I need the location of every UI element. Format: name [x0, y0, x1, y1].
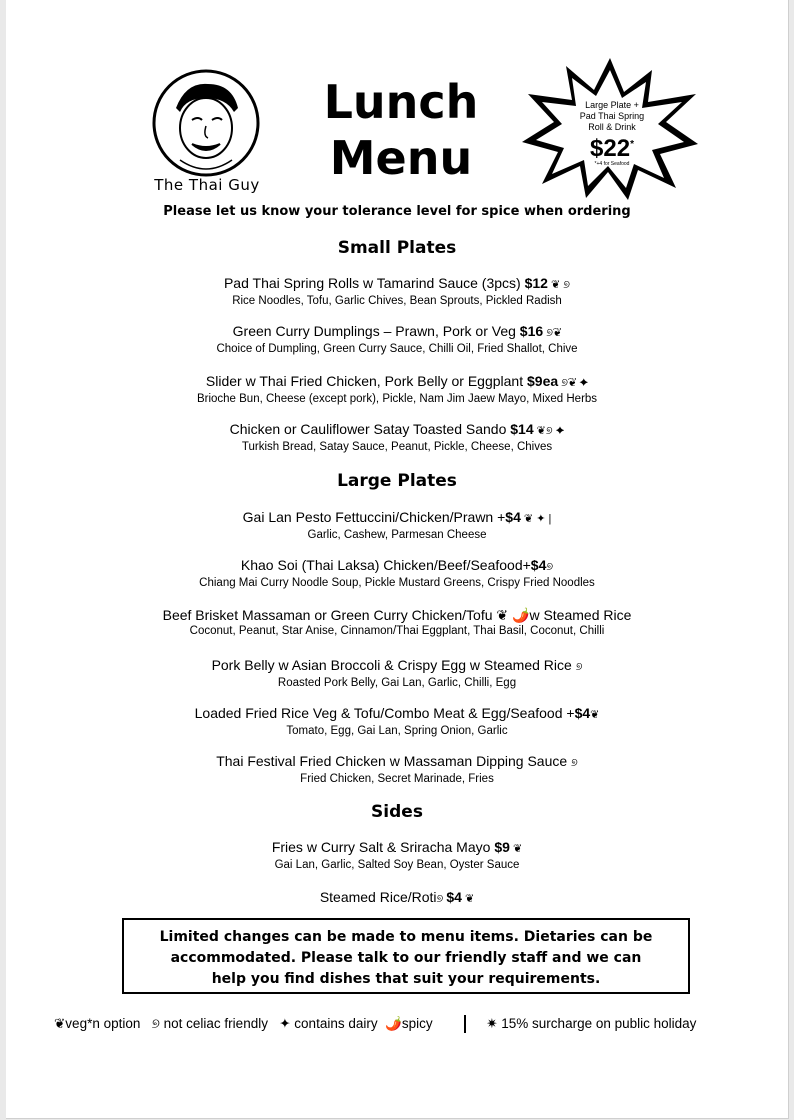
menu-item-price: $14 — [510, 421, 534, 437]
menu-item-name-row — [6, 752, 788, 772]
menu-item-symbols: ୭ — [575, 661, 583, 673]
menu-item-price: $4 — [446, 889, 462, 905]
menu-item — [6, 372, 788, 407]
promo-price — [566, 133, 658, 161]
menu-item-symbols: ୭❦ ✦ — [558, 377, 589, 389]
menu-item-description: Tomato, Egg, Gai Lan, Spring Onion, Garlic — [286, 725, 508, 737]
legend-spicy: 🌶️spicy — [385, 1016, 433, 1031]
menu-item-description: Turkish Bread, Satay Sauce, Peanut, Pickle, Cheese, Chives — [241, 441, 553, 453]
title-line-2: Menu — [329, 131, 473, 185]
legend-surcharge: ✷ 15% surcharge on public holiday — [486, 1016, 697, 1031]
page-title — [306, 74, 496, 186]
menu-item — [6, 704, 788, 739]
menu-item — [6, 752, 788, 787]
menu-item-name-row — [6, 556, 788, 576]
menu-item-symbols: ୭ — [546, 561, 554, 573]
menu-item-description: Brioche Bun, Cheese (except pork), Pickle, Nam Jim Jaew Mayo, Mixed Herbs — [196, 393, 598, 405]
symbol-legend — [54, 1014, 774, 1034]
menu-item-name-row — [6, 838, 788, 858]
menu-item-description: Roasted Pork Belly, Gai Lan, Garlic, Chilli, Egg — [277, 677, 517, 689]
promo-line-1: Large Plate + — [585, 100, 639, 110]
menu-item-name: Steamed Rice/Roti — [319, 889, 437, 905]
menu-item-name: Beef Brisket Massaman or Green Curry Chicken/Tofu — [162, 607, 497, 623]
menu-item-symbols: ❦ — [590, 709, 600, 721]
menu-item-description: Coconut, Peanut, Star Anise, Cinnamon/Thai Eggplant, Thai Basil, Coconut, Chilli — [189, 625, 605, 637]
menu-item — [6, 508, 788, 543]
section-title-sides: Sides — [371, 802, 423, 822]
notice-line-3: help you find dishes that suit your requirements. — [211, 971, 601, 987]
menu-item-price: $4 — [505, 509, 521, 525]
title-line-1: Lunch — [323, 75, 479, 129]
menu-item-name: Thai Festival Fried Chicken w Massaman Dipping Sauce — [216, 753, 572, 769]
menu-item-name-row — [6, 704, 788, 724]
menu-item-price: $4 — [530, 557, 547, 573]
menu-item-symbols-after: ❦ — [461, 893, 475, 905]
menu-item-symbols: ❦ — [509, 843, 523, 855]
menu-item-price: $9 — [494, 839, 510, 855]
section-title-small-plates: Small Plates — [337, 238, 457, 258]
menu-item — [6, 322, 788, 357]
promo-price-mark: * — [630, 139, 634, 150]
menu-item-description: Rice Noodles, Tofu, Garlic Chives, Bean Sprouts, Pickled Radish — [232, 295, 562, 307]
notice-line-2: accommodated. Please talk to our friendly staff and we can — [170, 950, 642, 966]
menu-item-name: Gai Lan Pesto Fettuccini/Chicken/Prawn + — [242, 509, 506, 525]
menu-item-name: Slider w Thai Fried Chicken, Pork Belly or Eggplant — [205, 373, 527, 389]
menu-item-symbols: ❦ ୭ — [547, 279, 571, 291]
menu-item-price: $12 — [524, 275, 548, 291]
spice-note: Please let us know your tolerance level for spice when ordering — [163, 204, 631, 219]
menu-item — [6, 556, 788, 591]
menu-item-symbols: ❦ 🌶️w Steamed Rice — [496, 607, 632, 623]
promo-note: *+4 for Seafood — [594, 161, 630, 167]
menu-item — [6, 606, 788, 639]
menu-item-price: $16 — [519, 323, 544, 339]
menu-item — [6, 656, 788, 691]
menu-item-description: Choice of Dumpling, Green Curry Sauce, Chilli Oil, Fried Shallot, Chive — [216, 343, 578, 355]
notice-line-1: Limited changes can be made to menu items. Dietaries can be — [159, 929, 653, 945]
menu-item-symbols: ୭❦ — [543, 327, 562, 339]
menu-item-description: Garlic, Cashew, Parmesan Cheese — [307, 529, 487, 541]
dietary-notice — [122, 918, 690, 994]
menu-item — [6, 274, 788, 309]
menu-item-name: Fries w Curry Salt & Sriracha Mayo — [271, 839, 495, 855]
promo-offer — [566, 100, 658, 167]
menu-item-name: Pork Belly w Asian Broccoli & Crispy Egg w Steamed Rice — [211, 657, 576, 673]
promo-line-2: Pad Thai Spring — [579, 111, 645, 121]
menu-item-name: Pad Thai Spring Rolls w Tamarind Sauce (3pcs) — [223, 275, 525, 291]
menu-item-name: Loaded Fried Rice Veg & Tofu/Combo Meat & Egg/Seafood + — [194, 705, 575, 721]
menu-item — [6, 420, 788, 455]
menu-item-name-row — [6, 372, 788, 392]
menu-page — [6, 0, 789, 1119]
menu-item-name: Green Curry Dumplings – Prawn, Pork or Veg — [232, 323, 520, 339]
menu-item — [6, 888, 788, 908]
menu-item-symbols: ୭ — [436, 893, 447, 905]
promo-line-3: Roll & Drink — [588, 122, 636, 132]
menu-item-name: Khao Soi (Thai Laksa) Chicken/Beef/Seafood+ — [240, 557, 531, 573]
menu-item-name-row — [6, 888, 788, 908]
menu-item-price: $9ea — [527, 373, 559, 389]
menu-item-name-row — [6, 420, 788, 440]
menu-item-name-row — [6, 508, 788, 528]
legend-divider — [464, 1015, 466, 1033]
menu-item-symbols: ❦ ✦ | — [520, 513, 552, 525]
menu-item-symbols: ୭ — [571, 757, 578, 769]
promo-price-value: $22 — [590, 135, 631, 162]
menu-item-name-row — [6, 606, 788, 624]
legend-veg: ❦veg*n option — [54, 1016, 141, 1031]
legend-dairy: ✦ contains dairy — [279, 1016, 378, 1031]
menu-item-price: $4 — [574, 705, 591, 721]
menu-item-name-row — [6, 656, 788, 676]
menu-item-description: Fried Chicken, Secret Marinade, Fries — [300, 773, 494, 785]
menu-item-description: Chiang Mai Curry Noodle Soup, Pickle Mustard Greens, Crispy Fried Noodles — [199, 577, 595, 589]
menu-item-description: Gai Lan, Garlic, Salted Soy Bean, Oyster Sauce — [274, 859, 520, 871]
logo-caption: The Thai Guy — [154, 176, 260, 194]
menu-item-name: Chicken or Cauliflower Satay Toasted Sando — [229, 421, 511, 437]
menu-item-name-row — [6, 322, 788, 342]
section-title-large-plates: Large Plates — [337, 471, 457, 491]
menu-item-name-row — [6, 274, 788, 294]
menu-item — [6, 838, 788, 873]
menu-item-symbols: ❦୭ ✦ — [533, 425, 565, 437]
legend-celiac: ୭ not celiac friendly — [151, 1016, 268, 1031]
